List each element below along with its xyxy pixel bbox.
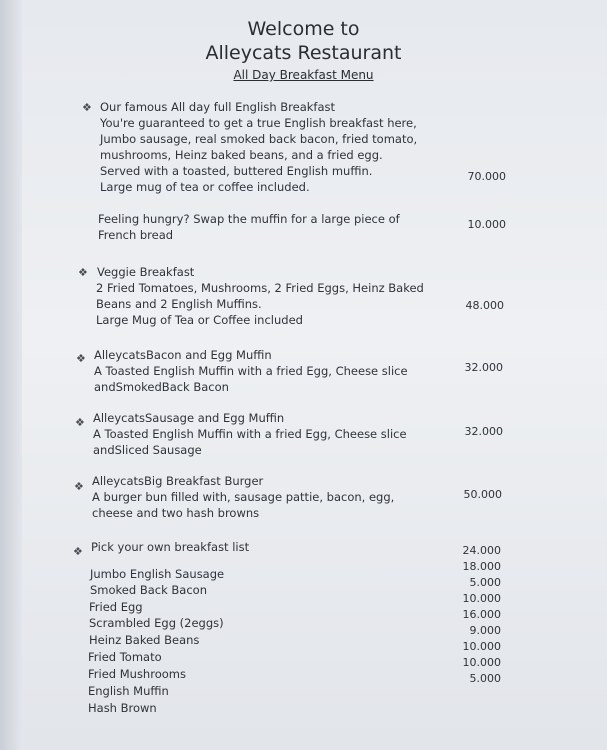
item-desc: French bread bbox=[98, 228, 174, 242]
bullet-icon: ❖ bbox=[82, 101, 92, 114]
list-price: 5.000 bbox=[469, 576, 501, 589]
list-item: Scrambled Egg (2eggs) bbox=[89, 616, 224, 630]
item-desc: Served with a toasted, buttered English muffin. bbox=[100, 164, 373, 178]
bullet-icon: ❖ bbox=[74, 480, 84, 493]
item-price: 10.000 bbox=[467, 218, 506, 231]
item-price: 50.000 bbox=[463, 488, 502, 501]
item-title-bacon-muffin: AlleycatsBacon and Egg Muffin bbox=[94, 348, 272, 362]
list-price: 16.000 bbox=[462, 608, 501, 621]
list-price: 10.000 bbox=[462, 592, 501, 605]
bullet-icon: ❖ bbox=[73, 545, 83, 558]
list-price: 5.000 bbox=[469, 672, 501, 685]
item-desc: Beans and 2 English Muffins. bbox=[96, 297, 262, 311]
item-price: 32.000 bbox=[464, 361, 503, 374]
menu-subtitle: All Day Breakfast Menu bbox=[233, 68, 374, 82]
item-title-english: Our famous All day full English Breakfast bbox=[100, 100, 336, 114]
list-item: Fried Mushrooms bbox=[88, 667, 186, 681]
item-desc: andSliced Sausage bbox=[93, 443, 202, 457]
item-desc: A Toasted English Muffin with a fried Egg, Cheese slice bbox=[94, 364, 408, 378]
item-desc: 2 Fried Tomatoes, Mushrooms, 2 Fried Eggs, Heinz Baked bbox=[96, 281, 424, 295]
list-item: Fried Egg bbox=[89, 600, 143, 614]
list-price: 10.000 bbox=[462, 640, 501, 653]
item-title-pick-your-own: Pick your own breakfast list bbox=[91, 540, 250, 554]
list-price: 24.000 bbox=[462, 544, 501, 557]
item-desc: Jumbo sausage, real smoked back bacon, fried tomato, bbox=[100, 132, 418, 146]
item-price: 70.000 bbox=[467, 170, 506, 183]
item-desc: andSmokedBack Bacon bbox=[94, 380, 229, 394]
bullet-icon: ❖ bbox=[78, 266, 88, 279]
item-title-burger: AlleycatsBig Breakfast Burger bbox=[92, 474, 264, 488]
item-price: 32.000 bbox=[464, 425, 503, 438]
restaurant-name: Alleycats Restaurant bbox=[205, 42, 402, 64]
item-title-hungry: Feeling hungry? Swap the muffin for a large piece of bbox=[98, 212, 400, 226]
item-desc: A burger bun filled with, sausage pattie, bacon, egg, bbox=[92, 490, 395, 504]
list-price: 18.000 bbox=[462, 560, 501, 573]
list-item: Smoked Back Bacon bbox=[90, 583, 207, 597]
list-item: Heinz Baked Beans bbox=[89, 633, 200, 647]
item-desc: A Toasted English Muffin with a fried Egg, Cheese slice bbox=[93, 427, 407, 441]
list-item: Fried Tomato bbox=[88, 650, 162, 664]
item-title-sausage-muffin: AlleycatsSausage and Egg Muffin bbox=[93, 411, 285, 425]
item-title-veggie: Veggie Breakfast bbox=[97, 265, 195, 279]
item-desc: Large mug of tea or coffee included. bbox=[100, 180, 310, 194]
list-item: Hash Brown bbox=[88, 701, 157, 715]
list-item: English Muffin bbox=[88, 684, 169, 698]
bullet-icon: ❖ bbox=[75, 416, 85, 429]
bullet-icon: ❖ bbox=[76, 352, 86, 365]
item-price: 48.000 bbox=[465, 299, 504, 312]
item-desc: cheese and two hash browns bbox=[92, 506, 260, 520]
item-desc: mushrooms, Heinz baked beans, and a fried egg. bbox=[100, 148, 383, 162]
item-desc: Large Mug of Tea or Coffee included bbox=[96, 313, 303, 327]
item-desc: You're guaranteed to get a true English breakfast here, bbox=[100, 116, 417, 130]
list-item: Jumbo English Sausage bbox=[90, 567, 225, 581]
list-price: 10.000 bbox=[462, 656, 501, 669]
welcome-heading: Welcome to bbox=[247, 18, 360, 40]
list-price: 9.000 bbox=[469, 624, 501, 637]
